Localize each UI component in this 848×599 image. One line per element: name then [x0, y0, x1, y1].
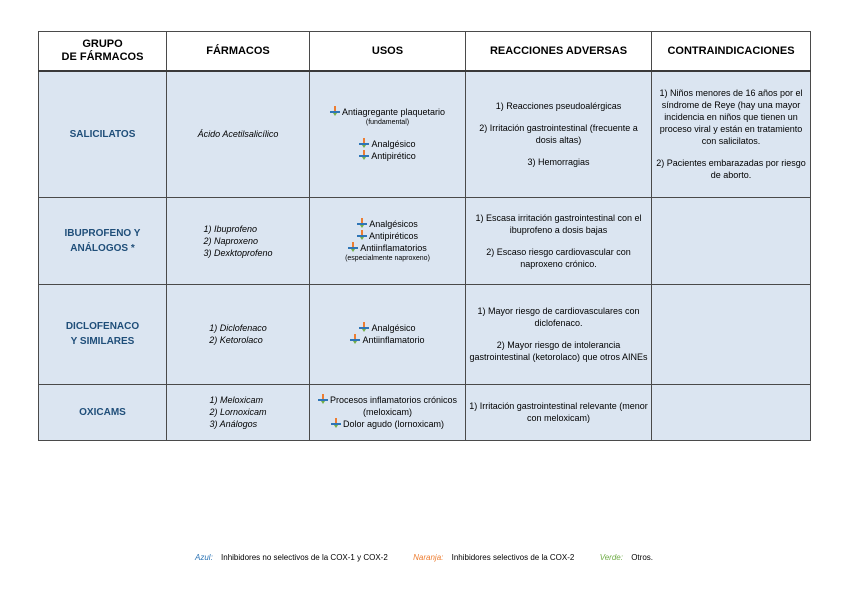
arrow-down-icon: [330, 106, 340, 116]
use-note: (especialmente naproxeno): [345, 254, 430, 262]
use-item: Dolor agudo (lornoxicam): [313, 418, 462, 430]
contra-cell: [652, 384, 811, 440]
drugs-cell: [167, 284, 310, 384]
drug-item: 1) Diclofenaco: [209, 323, 267, 333]
arrow-down-icon: [359, 150, 369, 160]
adverse-cell: [466, 197, 652, 284]
group-cell: SALICILATOS: [39, 71, 167, 197]
drugs-cell: [167, 197, 310, 284]
header-contra: CONTRAINDICACIONES: [652, 32, 811, 72]
arrow-down-icon: [348, 242, 358, 252]
header-uses: USOS: [310, 32, 466, 72]
table-row: [39, 384, 811, 440]
use-item: Antiinflamatorio: [313, 334, 462, 346]
legend-green: Verde: Otros.: [599, 553, 653, 562]
adverse-item: 2) Irritación gastrointestinal (frecuente a dosis altas): [479, 123, 638, 146]
header-adverse: REACCIONES ADVERSAS: [466, 32, 652, 72]
legend-blue: Azul: Inhibidores no selectivos de la COX-1 y COX-2: [195, 553, 388, 562]
use-item: Analgésico: [313, 138, 462, 150]
contra-item: 1) Niños menores de 16 años por el síndrome de Reye (hay una mayor incidencia en niños que tienen un proceso viral y están en tratamiento con salicilatos.: [659, 88, 803, 147]
drug-item: 1) Ibuprofeno: [203, 223, 258, 234]
adverse-cell: [466, 284, 652, 384]
adverse-item: 2) Mayor riesgo de intolerancia gastrointestinal (ketorolaco) que otros AINEs: [469, 340, 648, 362]
drug-item: 2) Lornoxicam: [209, 407, 267, 417]
arrow-down-icon: [357, 218, 367, 228]
header-drugs: FÁRMACOS: [167, 32, 310, 72]
arrow-down-icon: [318, 394, 328, 404]
drugs-cell: Ácido Acetilsalicílico: [167, 71, 310, 197]
adverse-item: 1) Escasa irritación gastrointestinal con el ibuprofeno a dosis bajas: [475, 212, 642, 235]
drug-item: 2) Naproxeno: [203, 235, 259, 246]
arrow-down-icon: [359, 138, 369, 148]
drug-item: 3) Análogos: [209, 419, 258, 429]
uses-cell: [310, 284, 466, 384]
group-cell: OXICAMS: [39, 384, 167, 440]
adverse-item: 2) Escaso riesgo cardiovascular con naproxeno crónico.: [486, 246, 631, 269]
use-note: (fundamental): [365, 119, 410, 127]
arrow-down-icon: [331, 418, 341, 428]
group-cell: IBUPROFENO Y ANÁLOGOS *: [39, 197, 167, 284]
drug-item: 3) Dexktoprofeno: [203, 247, 273, 258]
drug-item: 1) Meloxicam: [209, 395, 263, 405]
use-item: Antiinflamatorios: [313, 242, 462, 254]
uses-cell: [310, 197, 466, 284]
use-item: Analgésico: [313, 322, 462, 334]
contra-cell: [652, 71, 811, 197]
adverse-item: 1) Irritación gastrointestinal relevante (menor con meloxicam): [469, 401, 648, 423]
arrow-down-icon: [359, 322, 369, 332]
arrow-down-icon: [357, 230, 367, 240]
use-item: Procesos inflamatorios crónicos (meloxicam): [313, 394, 462, 418]
use-item: Antiagregante plaquetario: [313, 106, 462, 118]
header-row: [39, 32, 811, 72]
contra-cell: [652, 197, 811, 284]
arrow-down-icon: [350, 334, 360, 344]
adverse-cell: [466, 71, 652, 197]
drug-item: 2) Ketorolaco: [209, 335, 263, 345]
header-group: GRUPO DE FÁRMACOS: [39, 32, 167, 72]
adverse-item: 1) Mayor riesgo de cardiovasculares con diclofenaco.: [477, 306, 640, 328]
nsaid-table: [38, 31, 811, 441]
table-row: [39, 71, 811, 197]
use-item: Antipirético: [313, 150, 462, 162]
table-row: [39, 197, 811, 284]
table-row: [39, 284, 811, 384]
uses-cell: [310, 71, 466, 197]
group-cell: DICLOFENACO Y SIMILARES: [39, 284, 167, 384]
contra-item: 2) Pacientes embarazadas por riesgo de aborto.: [656, 158, 806, 181]
legend-orange: Naranja: Inhibidores selectivos de la COX-2: [413, 553, 575, 562]
adverse-item: 3) Hemorragias: [527, 157, 590, 168]
contra-cell: [652, 284, 811, 384]
drugs-cell: [167, 384, 310, 440]
adverse-item: 1) Reacciones pseudoalérgicas: [495, 101, 622, 112]
uses-cell: [310, 384, 466, 440]
use-item: Antipiréticos: [313, 230, 462, 242]
use-item: Analgésicos: [313, 218, 462, 230]
color-legend: [0, 553, 848, 562]
adverse-cell: [466, 384, 652, 440]
